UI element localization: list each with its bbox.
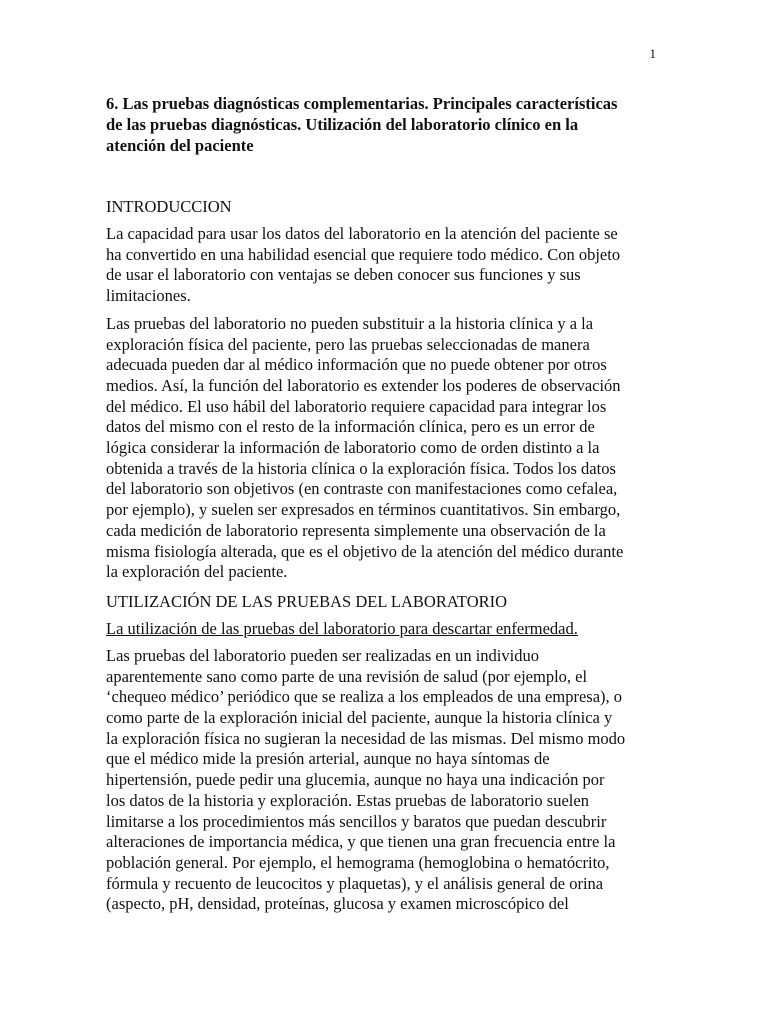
text-line: la exploración física no sugieran la necesidad de las mismas. Del mismo modo <box>106 728 626 748</box>
text-line: medios. Así, la función del laboratorio es extender los poderes de observación <box>106 375 621 395</box>
text-line: (aspecto, pH, densidad, proteínas, glucosa y examen microscópico del <box>106 894 569 914</box>
text-line: aparentemente sano como parte de una revisión de salud (por ejemplo, el <box>106 666 588 686</box>
text-line: la exploración del paciente. <box>106 562 288 582</box>
text-line: lógica considerar la información de laboratorio como de orden distinto a la <box>106 438 600 458</box>
paragraph-intro-2 <box>106 314 669 583</box>
text-line: limitaciones. <box>106 286 191 306</box>
text-line: obtenida a través de la historia clínica o la exploración física. Todos los datos <box>106 458 616 478</box>
text-line: Las pruebas del laboratorio no pueden substituir a la historia clínica y a la <box>106 313 594 333</box>
text-line: adecuada pueden dar al médico información que no puede obtener por otros <box>106 355 607 375</box>
page-number: 1 <box>649 46 656 61</box>
text-line: de usar el laboratorio con ventajas se deben conocer sus funciones y sus <box>106 265 581 285</box>
text-line: cada medición de laboratorio representa simplemente una observación de la <box>106 520 606 540</box>
document-body <box>106 93 669 922</box>
text-line: hipertensión, puede pedir una glucemia, aunque no haya una indicación por <box>106 770 605 790</box>
paragraph-utilizacion-1 <box>106 646 669 915</box>
document-title <box>106 93 669 156</box>
text-line: ha convertido en una habilidad esencial que requiere todo médico. Con objeto <box>106 244 621 264</box>
text-line: del laboratorio son objetivos (en contraste con manifestaciones como cefalea, <box>106 479 618 499</box>
text-line: del médico. El uso hábil del laboratorio requiere capacidad para integrar los <box>106 396 607 416</box>
text-line: población general. Por ejemplo, el hemograma (hemoglobina o hematócrito, <box>106 852 610 872</box>
text-line: por ejemplo), y suelen ser expresados en términos cuantitativos. Sin embargo, <box>106 500 621 520</box>
title-line: atención del paciente <box>106 136 254 155</box>
text-line: Las pruebas del laboratorio pueden ser realizadas en un individuo <box>106 645 539 665</box>
subheading-descartar-enfermedad: La utilización de las pruebas del laboratorio para descartar enfermedad. <box>106 618 578 638</box>
title-line: de las pruebas diagnósticas. Utilización del laboratorio clínico en la <box>106 115 579 134</box>
text-line: ‘chequeo médico’ periódico que se realiza a los empleados de una empresa), o <box>106 687 623 707</box>
paragraph-intro-1 <box>106 224 669 307</box>
section-heading-utilizacion: UTILIZACIÓN DE LAS PRUEBAS DEL LABORATORIO <box>106 591 508 611</box>
text-line: que el médico mide la presión arterial, aunque no haya síntomas de <box>106 749 550 769</box>
text-line: los datos de la historia y exploración. Estas pruebas de laboratorio suelen <box>106 790 589 810</box>
text-line: limitarse a los procedimientos más sencillos y baratos que puedan descubrir <box>106 811 607 831</box>
section-heading-introduccion: INTRODUCCION <box>106 197 232 216</box>
title-line: 6. Las pruebas diagnósticas complementarias. Principales características <box>106 94 618 113</box>
text-line: fórmula y recuento de leucocitos y plaquetas), y el análisis general de orina <box>106 873 604 893</box>
text-line: La capacidad para usar los datos del laboratorio en la atención del paciente se <box>106 224 618 243</box>
text-line: como parte de la exploración inicial del paciente, aunque la historia clínica y <box>106 708 613 728</box>
text-line: alteraciones de importancia médica, y que tienen una gran frecuencia entre la <box>106 832 616 852</box>
text-line: exploración física del paciente, pero las pruebas seleccionadas de manera <box>106 334 590 354</box>
text-line: misma fisiología alterada, que es el objetivo de la atención del médico durante <box>106 541 624 561</box>
text-line: datos del mismo con el resto de la información clínica, pero es un error de <box>106 417 595 437</box>
